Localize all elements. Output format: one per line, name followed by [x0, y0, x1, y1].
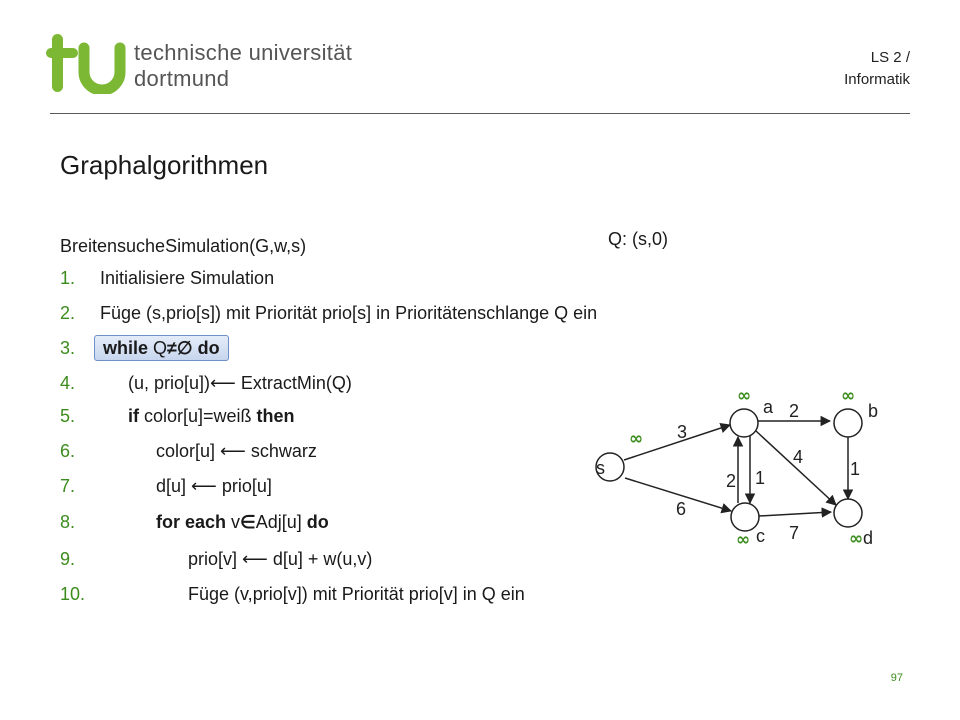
edge-weight-a-d: 4: [793, 447, 804, 467]
node-c: [731, 503, 759, 531]
edge-weight-s-c: 6: [676, 499, 687, 519]
logo-line-2: dortmund: [134, 66, 230, 91]
keyword-if: if: [128, 406, 139, 426]
current-line-highlight: [94, 335, 229, 361]
line-number: 7.: [60, 476, 76, 496]
line-text: for each v∈Adj[u] do: [156, 512, 329, 532]
queue-var: Q: [148, 338, 168, 358]
node-a: [730, 409, 758, 437]
line-text: if color[u]=weiß then: [128, 406, 295, 426]
node-prio-d: ∞: [849, 529, 864, 549]
line-text: Füge (s,prio[s]) mit Priorität prio[s] in Prioritätenschlange Q ein: [100, 303, 598, 323]
assign-arrow: ⟵: [220, 441, 246, 461]
edge-weight-c-d: 7: [789, 523, 800, 543]
node-label-a: a: [763, 397, 774, 417]
header-divider: [50, 113, 910, 114]
line-number: 3.: [60, 338, 76, 358]
not-empty-symbol: ≠∅: [167, 338, 193, 358]
line-text: [94, 334, 229, 362]
keyword-do: do: [306, 512, 329, 532]
line-number: 9.: [60, 549, 76, 569]
assign-arrow: ⟵: [242, 549, 268, 569]
tu-dortmund-logo: [46, 34, 386, 94]
logo-wordmark: [134, 40, 352, 92]
keyword-do: do: [192, 338, 220, 358]
node-label-s: s: [596, 458, 605, 478]
line-number: 5.: [60, 406, 76, 426]
line-number: 8.: [60, 512, 76, 532]
element-of-symbol: ∈: [240, 512, 256, 532]
line-text: Füge (v,prio[v]) mit Priorität prio[v] in Q ein: [188, 584, 525, 604]
keyword-while: while: [103, 338, 149, 358]
edge-weight-c-a: 2: [726, 471, 737, 491]
tu-logo-mark: [46, 34, 130, 94]
edge-weight-a-b: 2: [789, 401, 800, 421]
line-number: 1.: [60, 268, 76, 288]
edge-c-d: [759, 512, 831, 516]
assign-arrow: ⟵: [210, 373, 236, 393]
queue-state: Q: (s,0): [608, 229, 669, 249]
edge-weight-a-c: 1: [755, 468, 766, 488]
chair-line-1: LS 2 /: [870, 49, 910, 66]
edge-a-d: [756, 431, 836, 505]
slide-title: Graphalgorithmen: [60, 150, 269, 180]
keyword-then: then: [256, 406, 295, 426]
line-number: 10.: [60, 584, 86, 604]
edge-weight-b-d: 1: [850, 459, 861, 479]
line-number: 6.: [60, 441, 76, 461]
line-number: 4.: [60, 373, 76, 393]
page-number: 97: [890, 672, 903, 684]
weighted-graph-diagram: [585, 385, 895, 560]
node-label-b: b: [868, 401, 879, 421]
line-text: color[u] ⟵ schwarz: [156, 441, 317, 461]
node-prio-c: ∞: [736, 530, 751, 550]
node-prio-a: ∞: [737, 386, 752, 406]
node-label-d: d: [863, 528, 874, 548]
line-text: d[u] ⟵ prio[u]: [156, 476, 272, 496]
logo-line-1: technische universität: [134, 40, 353, 65]
node-label-c: c: [756, 526, 765, 546]
line-text: Initialisiere Simulation: [100, 268, 275, 288]
chair-label: [844, 47, 910, 91]
line-text: prio[v] ⟵ d[u] + w(u,v): [188, 549, 373, 569]
edge-weight-s-a: 3: [677, 422, 688, 442]
keyword-for-each: for each: [156, 512, 227, 532]
chair-line-2: Informatik: [844, 71, 910, 88]
node-prio-s: ∞: [629, 429, 644, 449]
assign-arrow: ⟵: [191, 476, 217, 496]
algorithm-heading: BreitensucheSimulation(G,w,s): [60, 236, 307, 256]
node-prio-b: ∞: [841, 386, 856, 406]
line-text: (u, prio[u])⟵ ExtractMin(Q): [128, 373, 352, 393]
line-number: 2.: [60, 303, 76, 323]
node-b: [834, 409, 862, 437]
node-d: [834, 499, 862, 527]
